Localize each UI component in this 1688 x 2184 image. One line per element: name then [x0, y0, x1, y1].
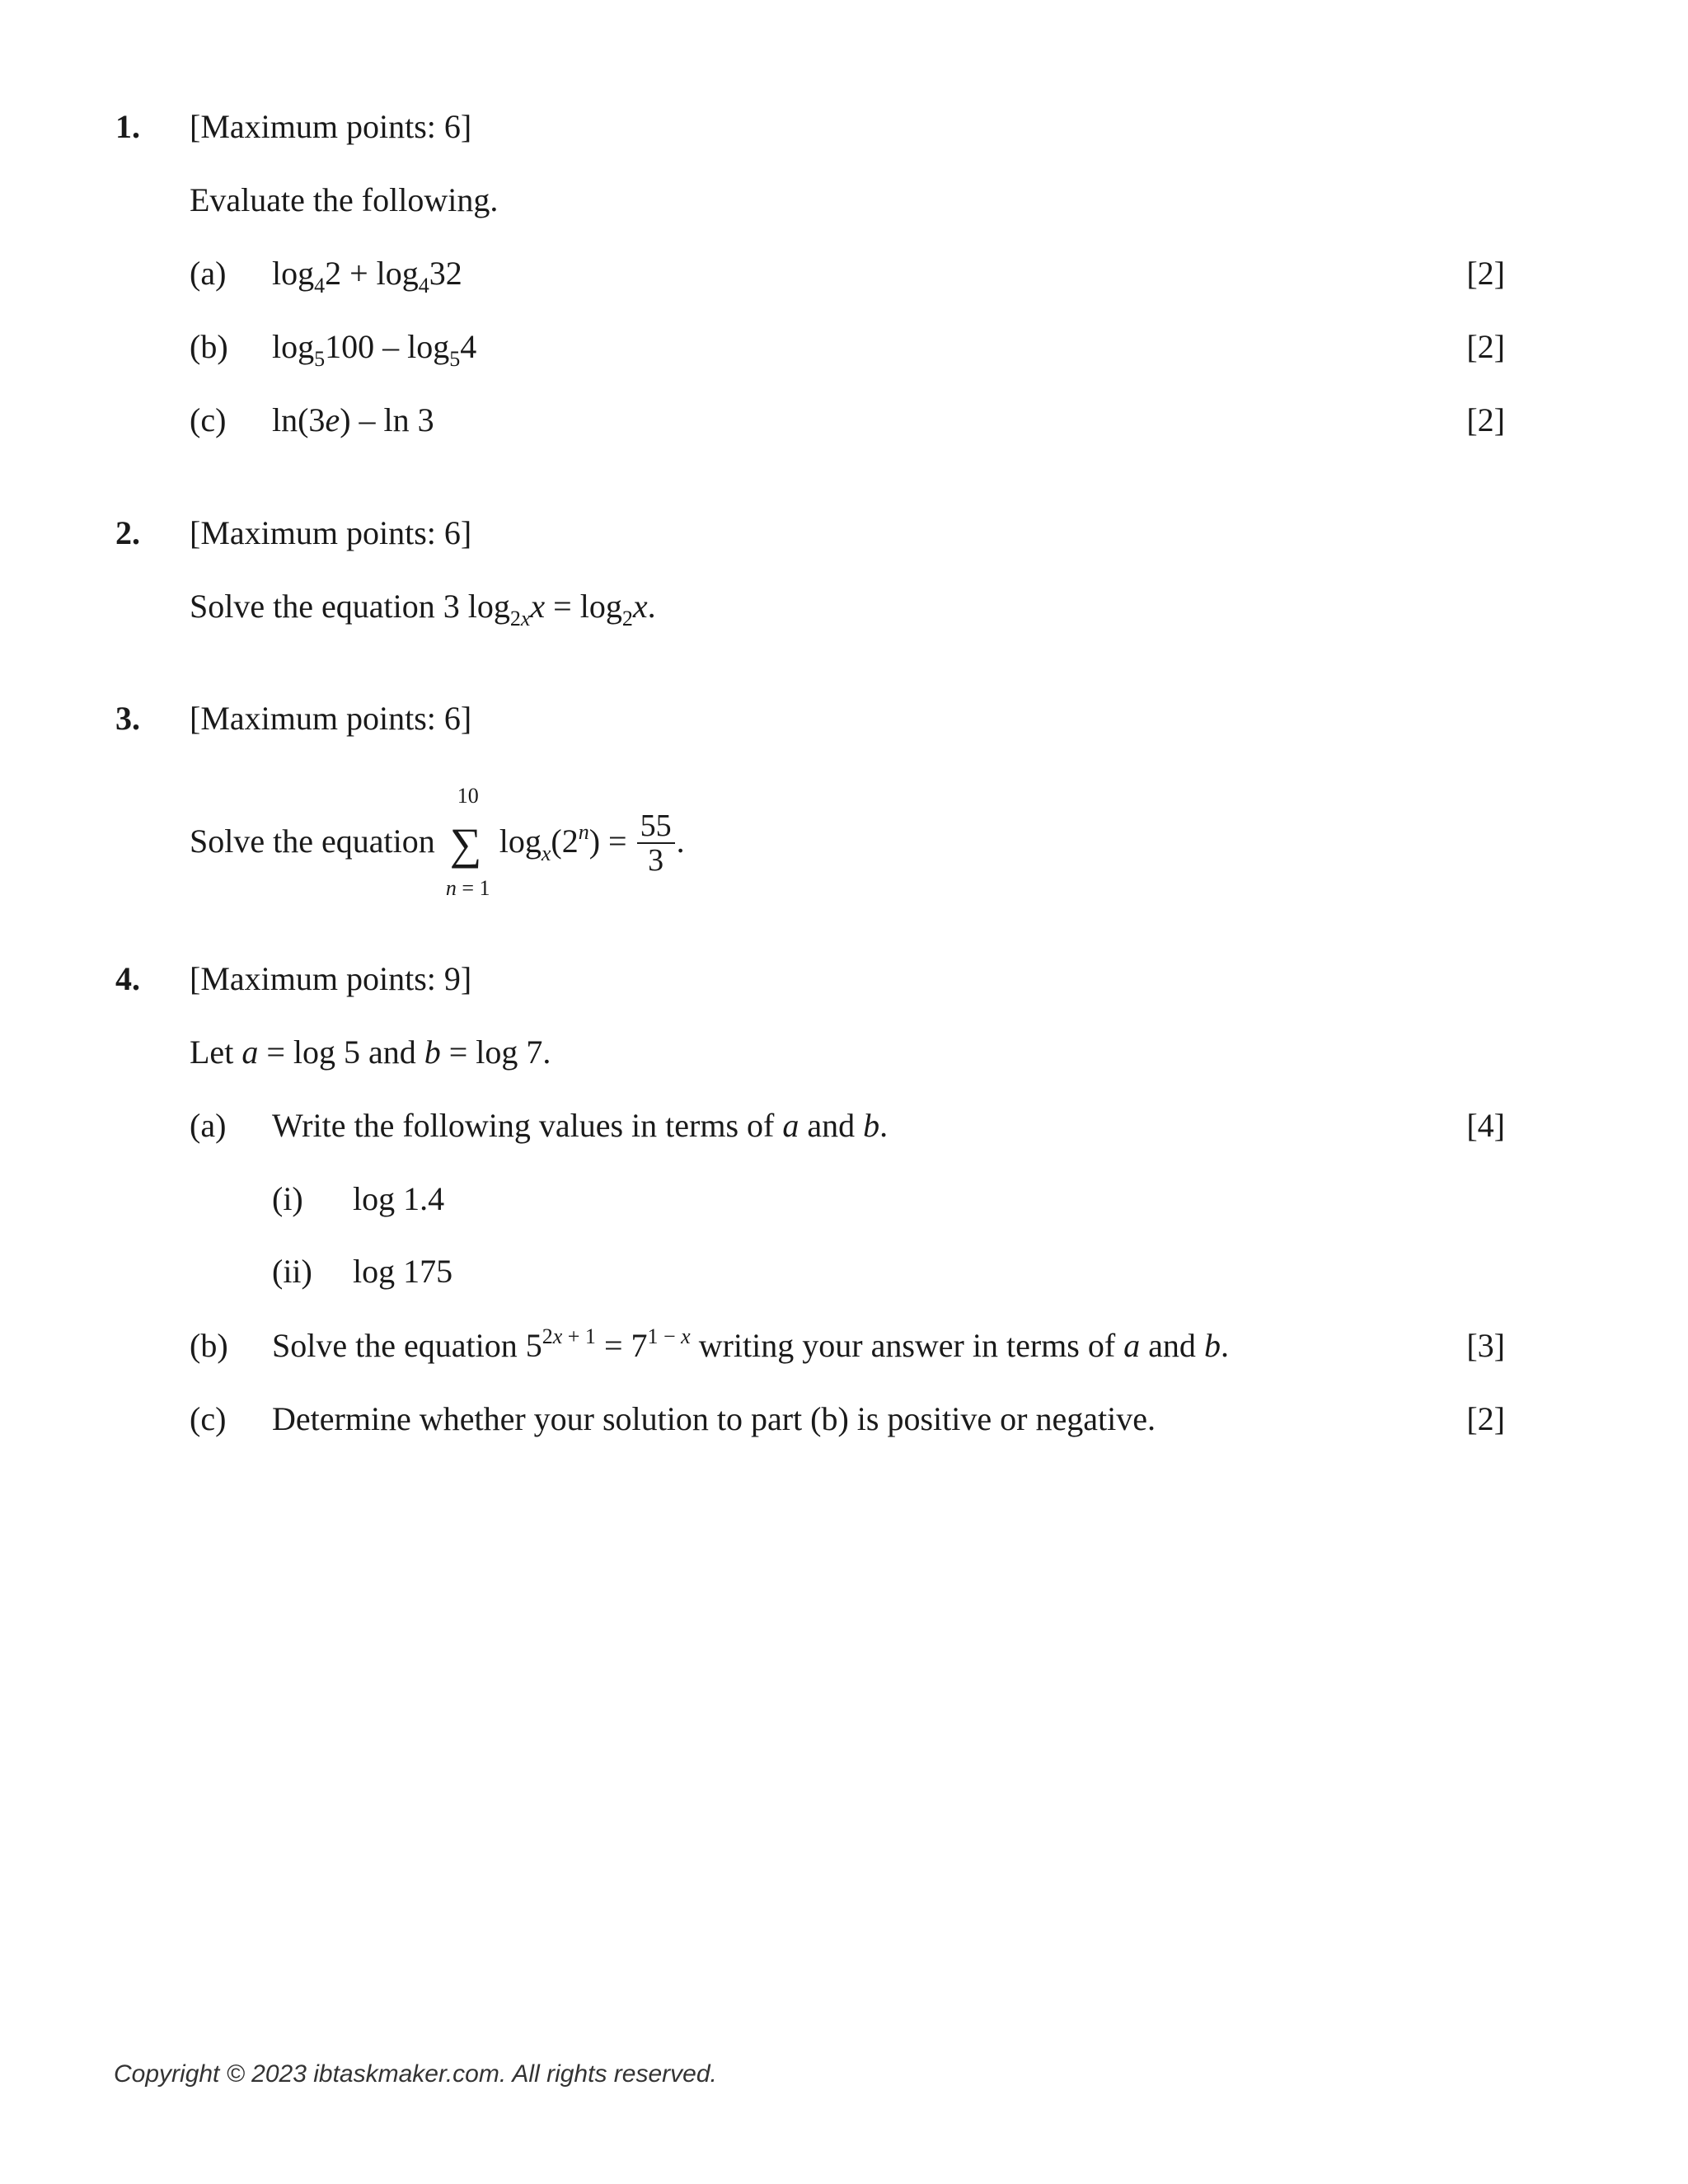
summation-lower-limit: n = 1 [445, 876, 490, 900]
question-1b-expression: $\log_5100 - \log_54$ [272, 328, 477, 371]
question-3-max-points: [Maximum points: 6] [190, 700, 472, 737]
fraction-55-over-3: $\frac{55}{3}$ [637, 809, 675, 877]
question-1-max-points: [Maximum points: 6] [190, 108, 472, 145]
summation-upper-limit: 10 [457, 784, 479, 808]
question-2-statement [190, 587, 656, 630]
question-4-intro [190, 1033, 551, 1072]
question-2-max-points: [Maximum points: 6] [190, 514, 472, 551]
question-4c-text: Determine whether your solution to part (b) is positive or negative. [272, 1400, 1156, 1437]
question-1a-label: (a) [190, 255, 227, 292]
definition-b: b = log 7. [424, 1033, 551, 1071]
question-2-intro: Solve the equation [190, 588, 435, 625]
question-4b-text-before: Solve the equation [272, 1327, 518, 1364]
question-4-and: and [368, 1033, 416, 1071]
question-4a-marks: [4] [1466, 1107, 1505, 1144]
question-1c-expression: ln(3e) – ln 3 [272, 401, 434, 438]
question-4a-text-before: Write the following values in terms of [272, 1107, 775, 1144]
question-4a-i-expression: log 1.4 [353, 1180, 445, 1217]
question-1b-label: (b) [190, 328, 228, 365]
question-4-let: Let [190, 1033, 234, 1071]
question-4b-text: Solve the equation $5^{2x + 1} = 7^{1 - x}$ writing your answer in terms of a and b. [272, 1324, 1229, 1364]
summation-symbol: 10 ∑ n = 1 [447, 825, 488, 865]
question-1-number: 1. [115, 108, 140, 145]
question-4-max-points: [Maximum points: 9] [190, 960, 472, 997]
question-4a-label: (a) [190, 1107, 227, 1144]
question-4a-text: Write the following values in terms of a and b. [272, 1107, 889, 1144]
question-4a-i-label: (i) [272, 1180, 303, 1217]
question-4c-label: (c) [190, 1400, 227, 1437]
question-1-intro: Evaluate the following. [190, 181, 499, 218]
question-1b-marks: [2] [1466, 328, 1505, 365]
question-4a-text-and: and [807, 1107, 856, 1144]
question-4b-marks: [3] [1466, 1327, 1505, 1364]
question-2-equation: 3 $\log_{2x}x = \log_2x$. [443, 588, 656, 630]
question-1a-expression: $\log_42 + \log_432$ [272, 255, 462, 298]
question-4b-text-and: and [1148, 1327, 1196, 1364]
definition-a: a = log 5 [241, 1033, 360, 1071]
question-4-number: 4. [115, 960, 140, 997]
question-3-number: 3. [115, 700, 140, 737]
question-1a-marks: [2] [1466, 255, 1505, 292]
question-4b-label: (b) [190, 1327, 228, 1364]
question-4a-ii-expression: log 175 [353, 1253, 453, 1290]
question-3-equation: $\log_x(2^n)$ = [499, 820, 627, 866]
question-1c-marks: [2] [1466, 401, 1505, 438]
question-3-intro: Solve the equation [190, 823, 435, 860]
question-3-statement: Solve the equation 10 ∑ n = 1 $\log_x(2^n)$ = $\frac{55}{3}$ . [190, 784, 685, 900]
question-4a-ii-label: (ii) [272, 1253, 312, 1290]
question-4c-marks: [2] [1466, 1400, 1505, 1437]
question-4b-text-after: writing your answer in terms of [698, 1327, 1116, 1364]
question-1c-label: (c) [190, 401, 227, 438]
question-4b-equation: $5^{2x + 1} = 7^{1 - x}$ [525, 1324, 691, 1364]
copyright-footer: Copyright © 2023 ibtaskmaker.com. All rights reserved. [114, 2060, 717, 2088]
question-2-number: 2. [115, 514, 140, 551]
